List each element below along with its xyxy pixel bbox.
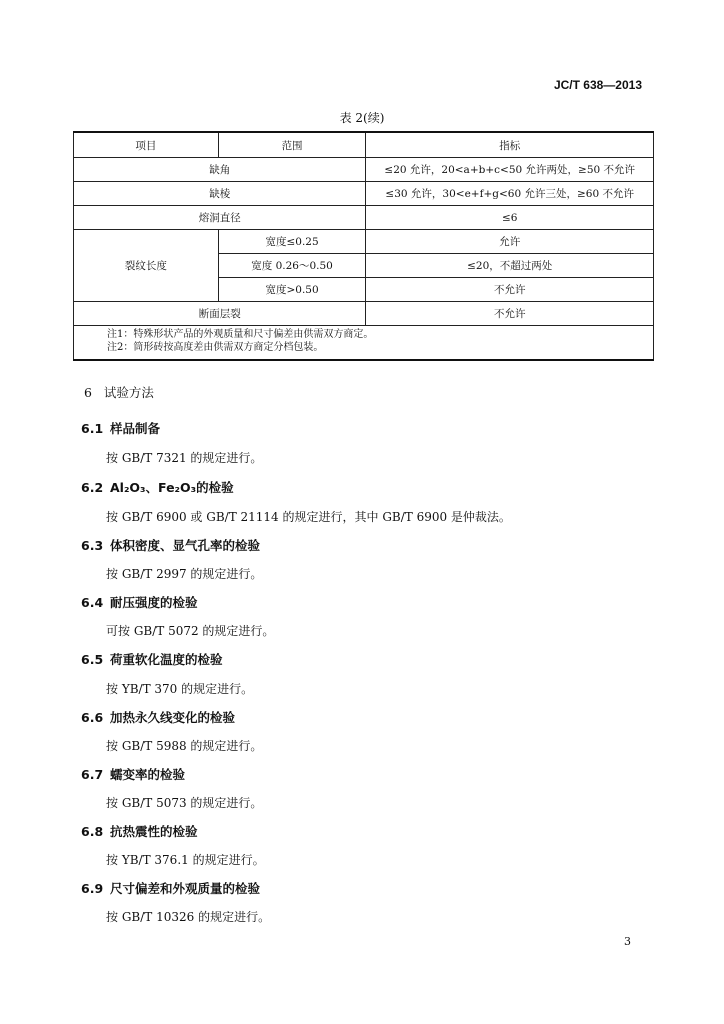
table-row (74, 302, 654, 326)
row-item: 缺角 (74, 158, 366, 182)
header-range: 范围 (218, 132, 366, 158)
subsection-title: 加热永久线变化的检验 (110, 710, 236, 725)
subsection-number: 6.6 (81, 710, 104, 725)
subsection-body: 按 GB/T 2997 的规定进行。 (106, 567, 263, 581)
note-2: 注2：筒形砖按高度差由供需双方商定分档包装。 (107, 342, 324, 353)
table-header-row (74, 132, 654, 158)
subsection-title: 样品制备 (110, 421, 161, 436)
subsection-heading (81, 419, 160, 437)
table-notes (74, 326, 654, 361)
subsection-title: Al₂O₃、Fe₂O₃的检验 (110, 480, 234, 495)
spec-table (73, 131, 654, 361)
row-item: 缺棱 (74, 182, 366, 206)
table-caption: 表 2(续) (339, 111, 385, 125)
subsection-number: 6.3 (81, 538, 104, 553)
section-title: 试验方法 (103, 385, 154, 400)
standard-code: JC/T 638—2013 (553, 78, 642, 92)
subsection-heading (81, 650, 223, 668)
section-number: 6 (84, 385, 92, 400)
row-value: 允许 (366, 230, 654, 254)
row-value: 不允许 (366, 302, 654, 326)
subsection-number: 6.7 (81, 767, 104, 782)
subsection-body: 按 YB/T 370 的规定进行。 (106, 682, 254, 696)
subsection-heading (81, 879, 260, 897)
row-item: 熔洞直径 (74, 206, 366, 230)
table-notes-row (74, 326, 654, 361)
subsection-heading (81, 593, 198, 611)
note-1: 注1：特殊形状产品的外观质量和尺寸偏差由供需双方商定。 (107, 329, 374, 340)
subsection-heading (81, 765, 185, 783)
row-value: ≤30 允许，30<e+f+g<60 允许三处，≥60 不允许 (366, 182, 654, 206)
subsection-number: 6.9 (81, 881, 104, 896)
subsection-body: 按 GB/T 7321 的规定进行。 (106, 451, 263, 465)
page-number: 3 (624, 935, 631, 948)
table-row (74, 230, 654, 254)
subsection-body: 按 GB/T 10326 的规定进行。 (106, 910, 271, 924)
table-row (74, 182, 654, 206)
row-value: ≤20，不超过两处 (366, 254, 654, 278)
subsection-number: 6.2 (81, 480, 104, 495)
subsection-body: 按 GB/T 5073 的规定进行。 (106, 796, 263, 810)
row-range: 宽度>0.50 (218, 278, 366, 302)
section-heading (84, 383, 154, 401)
row-value: 不允许 (366, 278, 654, 302)
row-value: ≤6 (366, 206, 654, 230)
row-item: 断面层裂 (74, 302, 366, 326)
row-range: 宽度 0.26～0.50 (218, 254, 366, 278)
subsection-body: 按 YB/T 376.1 的规定进行。 (106, 853, 265, 867)
row-item: 裂纹长度 (74, 230, 219, 302)
row-value: ≤20 允许，20<a+b+c<50 允许两处，≥50 不允许 (366, 158, 654, 182)
subsection-heading (81, 478, 234, 496)
subsection-title: 体积密度、显气孔率的检验 (110, 538, 261, 553)
subsection-number: 6.8 (81, 824, 104, 839)
header-value: 指标 (366, 132, 654, 158)
subsection-number: 6.5 (81, 652, 104, 667)
subsection-title: 尺寸偏差和外观质量的检验 (110, 881, 261, 896)
subsection-body: 按 GB/T 6900 或 GB/T 21114 的规定进行，其中 GB/T 6900 是仲裁法。 (106, 510, 511, 524)
subsection-title: 蠕变率的检验 (110, 767, 186, 782)
subsection-body: 按 GB/T 5988 的规定进行。 (106, 739, 263, 753)
table-row (74, 206, 654, 230)
subsection-body: 可按 GB/T 5072 的规定进行。 (106, 624, 275, 638)
subsection-number: 6.4 (81, 595, 104, 610)
subsection-heading (81, 536, 260, 554)
subsection-heading (81, 708, 235, 726)
header-item: 项目 (74, 132, 219, 158)
subsection-heading (81, 822, 198, 840)
row-range: 宽度≤0.25 (218, 230, 366, 254)
subsection-title: 耐压强度的检验 (110, 595, 198, 610)
table-row (74, 158, 654, 182)
subsection-number: 6.1 (81, 421, 104, 436)
subsection-title: 荷重软化温度的检验 (110, 652, 223, 667)
subsection-title: 抗热震性的检验 (110, 824, 198, 839)
